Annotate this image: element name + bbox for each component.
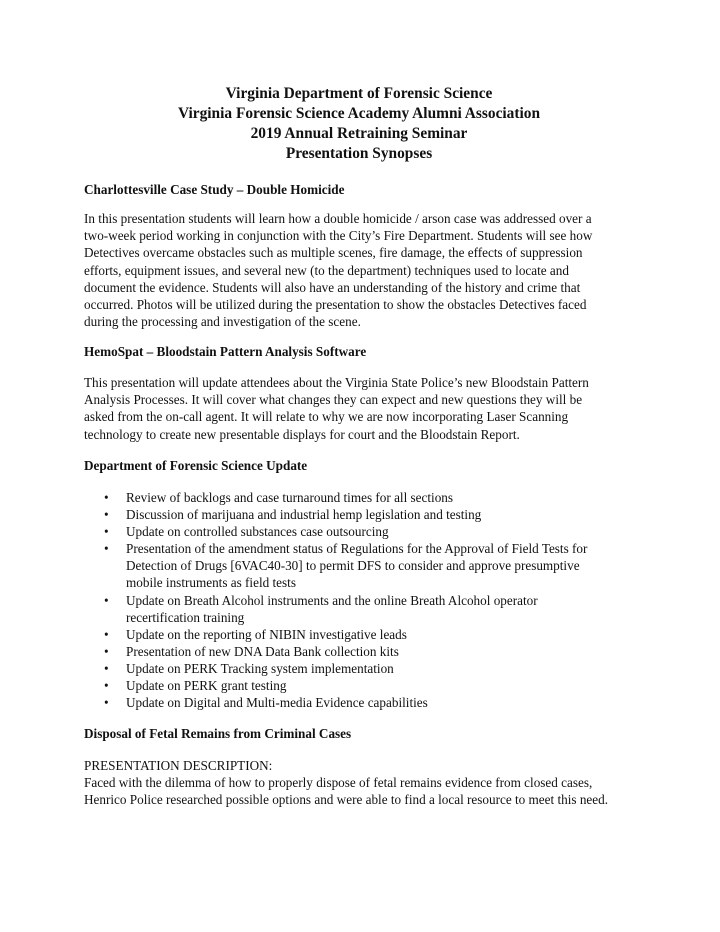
body-line: two-week period working in conjunction with the City’s Fire Department. Students will see how bbox=[84, 228, 593, 244]
bullet-icon: • bbox=[104, 626, 109, 642]
body-line: PRESENTATION DESCRIPTION: bbox=[84, 758, 273, 773]
list-item: • Presentation of new DNA Data Bank collection kits bbox=[104, 643, 399, 659]
list-item: • Update on PERK grant testing bbox=[104, 678, 287, 694]
body-line: Henrico Police researched possible options and were able to find a local resource to meet this need. bbox=[84, 792, 609, 808]
body-line: document the evidence. Students will also have an understanding of the history and crime that bbox=[84, 279, 581, 295]
section-body-charlottesville bbox=[84, 210, 592, 330]
section-title-dfs-update: Department of Forensic Science Update bbox=[84, 458, 308, 473]
body-line: Detectives overcame obstacles such as multiple scenes, fire damage, the effects of suppression bbox=[84, 245, 583, 261]
bullet-icon: • bbox=[104, 592, 109, 608]
list-item: • Update on PERK Tracking system implementation bbox=[104, 660, 394, 676]
header-line-department: Virginia Department of Forensic Science bbox=[225, 85, 493, 102]
section-title-charlottesville: Charlottesville Case Study – Double Homicide bbox=[84, 182, 345, 197]
header-line-synopses: Presentation Synopses bbox=[285, 145, 433, 162]
header-line-seminar: 2019 Annual Retraining Seminar bbox=[250, 125, 468, 142]
body-line: Analysis Processes. It will cover what changes they can expect and new questions they will be bbox=[84, 392, 583, 408]
bullet-icon: • bbox=[104, 678, 109, 694]
body-line: This presentation will update attendees about the Virginia State Police’s new Bloodstain Pattern bbox=[84, 375, 589, 390]
body-line: technology to create new presentable displays for court and the Bloodstain Report. bbox=[84, 426, 520, 442]
section-body-fetal-remains bbox=[84, 757, 608, 809]
bullet-icon: • bbox=[104, 524, 109, 540]
bullet-icon: • bbox=[104, 695, 109, 711]
bullet-icon: • bbox=[104, 507, 109, 523]
list-item: • Review of backlogs and case turnaround times for all sections bbox=[104, 490, 454, 505]
body-line: asked from the on-call agent. It will relate to why we are now incorporating Laser Scanning bbox=[84, 409, 569, 425]
list-item: • Update on controlled substances case outsourcing bbox=[104, 524, 389, 540]
section-body-hemospat bbox=[84, 374, 589, 443]
body-line: efforts, equipment issues, and several new (to the department) techniques used to locate and bbox=[84, 262, 569, 278]
list-item: • Discussion of marijuana and industrial hemp legislation and testing bbox=[104, 507, 482, 523]
list-item: • Update on the reporting of NIBIN investigative leads bbox=[104, 626, 407, 642]
section-title-fetal-remains: Disposal of Fetal Remains from Criminal Cases bbox=[84, 726, 352, 741]
list-item: • Update on Breath Alcohol instruments and the online Breath Alcohol operator recertification training bbox=[104, 592, 538, 625]
body-line: Faced with the dilemma of how to properly dispose of fetal remains evidence from closed cases, bbox=[84, 775, 593, 791]
bullet-icon: • bbox=[104, 643, 109, 659]
list-item: • Update on Digital and Multi-media Evidence capabilities bbox=[104, 695, 428, 711]
document-header bbox=[84, 84, 634, 164]
bullet-icon: • bbox=[104, 541, 109, 557]
dfs-update-bullet-list bbox=[84, 489, 587, 711]
list-item: • Presentation of the amendment status of Regulations for the Approval of Field Tests for Detection of Drugs [6VAC40-30] to permit DFS to consider and approve presumptive mobile instruments as field tests bbox=[104, 541, 588, 591]
body-line: occurred. Photos will be utilized during the presentation to show the obstacles Detectives faced bbox=[84, 297, 587, 313]
body-line: during the processing and investigation of the scene. bbox=[84, 314, 361, 330]
header-line-association: Virginia Forensic Science Academy Alumni Association bbox=[177, 105, 541, 122]
section-title-hemospat: HemoSpat – Bloodstain Pattern Analysis Software bbox=[84, 344, 367, 359]
bullet-icon: • bbox=[104, 660, 109, 676]
bullet-icon: • bbox=[104, 490, 109, 505]
body-line: In this presentation students will learn how a double homicide / arson case was addressed over a bbox=[84, 211, 592, 226]
